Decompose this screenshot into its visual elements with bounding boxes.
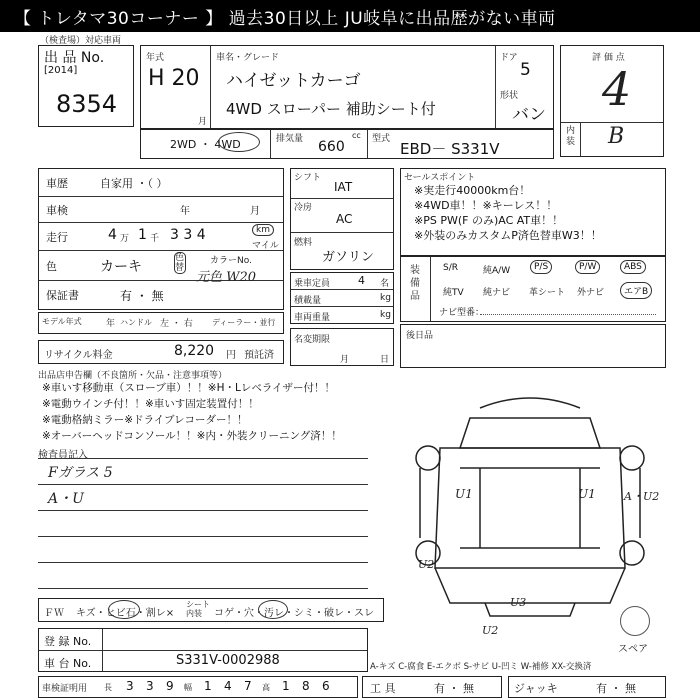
cert-width-1: 1 bbox=[204, 679, 212, 693]
navi-model-label: ナビ型番： bbox=[439, 308, 485, 318]
fw-options: キズ・ヒビ石・割レ× bbox=[76, 608, 175, 619]
inspection-month: 月 bbox=[250, 206, 260, 217]
seat-label: シート内装 bbox=[186, 600, 210, 618]
equip-leather: 革シート bbox=[529, 288, 566, 298]
displacement-label: 排気量 bbox=[276, 134, 304, 144]
vehicle-body: バン bbox=[512, 105, 546, 125]
jack-value: 有 ・ 無 bbox=[596, 682, 636, 695]
drive-4wd-circle bbox=[218, 132, 260, 152]
color-value: カーキ bbox=[100, 259, 142, 275]
equip-pw: P/W bbox=[575, 260, 600, 274]
top-note: （検査場）対応車両 bbox=[40, 36, 122, 46]
record-label: 車歴 bbox=[46, 177, 68, 190]
score: 4 bbox=[602, 62, 632, 116]
equip-ps: P/S bbox=[530, 260, 552, 274]
diagram-mark-3: A・U2 bbox=[624, 490, 660, 503]
seat-stain-circle bbox=[258, 600, 288, 619]
spare-label: スペア bbox=[618, 644, 648, 655]
store-line-4: ※オーバーヘッドコンソール！！※内・外装クリーニング済！！ bbox=[42, 430, 342, 442]
fuel-label: 燃料 bbox=[294, 238, 313, 248]
body-label: 形状 bbox=[500, 91, 519, 101]
mileage-label: 走行 bbox=[46, 231, 68, 244]
weight-unit: kg bbox=[380, 310, 391, 320]
warranty-label: 保証書 bbox=[46, 289, 79, 302]
diagram-mark-1: U1 bbox=[455, 487, 473, 501]
year-label: 年式 bbox=[146, 53, 165, 63]
load-unit: kg bbox=[380, 293, 391, 303]
vehicle-year: H 20 bbox=[148, 66, 200, 91]
lot-year-tag: [2014] bbox=[44, 65, 78, 76]
lot-number: 8354 bbox=[56, 90, 118, 118]
diagram-mark-5: U2 bbox=[482, 624, 499, 637]
later-items-box bbox=[400, 324, 666, 368]
name-change-month: 月 bbox=[340, 355, 350, 365]
interior-label: 内 装 bbox=[566, 126, 576, 147]
cert-length-3: 9 bbox=[166, 679, 174, 693]
sales-line-3: ※PS PW(F のみ)AC AT車！！ bbox=[414, 214, 564, 227]
equip-tv: 純TV bbox=[443, 288, 464, 298]
model-code: EBD－ S331V bbox=[400, 140, 500, 158]
equip-abs: ABS bbox=[620, 260, 646, 274]
cert-height-unit: 高 bbox=[262, 683, 270, 692]
equip-ext-navi: 外ナビ bbox=[577, 288, 605, 298]
fw-stone-circle bbox=[108, 600, 140, 619]
km-label: km bbox=[252, 224, 274, 236]
inspector-line-1: Fガラス 5 bbox=[48, 465, 113, 481]
recycle-amount: 8,220 bbox=[174, 343, 215, 359]
model-year-label: モデル年式 bbox=[42, 317, 82, 326]
name-label: 車名・グレード bbox=[216, 53, 280, 63]
model-year-unit: 年 bbox=[106, 319, 116, 329]
later-items-label: 後日品 bbox=[406, 331, 434, 341]
displacement: 660 bbox=[318, 139, 345, 155]
spare-tire-icon bbox=[620, 606, 650, 636]
diagram-mark-2: U1 bbox=[578, 487, 596, 501]
color-no-label: カラーNo. bbox=[210, 256, 252, 266]
chassis-number: S331V-0002988 bbox=[176, 653, 280, 668]
month-label: 月 bbox=[198, 117, 208, 127]
inspector-label: 検査員記入 bbox=[38, 450, 88, 461]
vehicle-grade: 4WD スローパー 補助シート付 bbox=[226, 100, 436, 118]
registration-label: 登 録 No. bbox=[44, 635, 92, 648]
inspector-line-2: A・U bbox=[48, 491, 84, 507]
diagram-mark-4: U2 bbox=[418, 558, 435, 571]
equip-airbag: エアB bbox=[620, 282, 652, 299]
diagram-mark-6: U3 bbox=[510, 596, 527, 609]
doors-label: ドア bbox=[500, 53, 518, 63]
fw-label: ＦＷ bbox=[44, 608, 64, 619]
mileage-man: 4 bbox=[108, 227, 117, 243]
store-line-3: ※電動格納ミラー※ドライブレコーダー！！ bbox=[42, 414, 248, 426]
equipment-label: 装備品 bbox=[410, 265, 420, 302]
shift-value: IAT bbox=[334, 180, 353, 194]
cert-length-unit: 長 bbox=[104, 683, 112, 692]
shift-label: シフト bbox=[294, 173, 322, 183]
fuel-value: ガソリン bbox=[322, 250, 375, 265]
inspection-year: 年 bbox=[180, 206, 190, 217]
recycle-unit: 円 bbox=[226, 350, 236, 361]
cert-height-1: 1 bbox=[282, 679, 290, 693]
handle-value: 左 ・ 右 bbox=[160, 319, 193, 329]
lot-label: 出 品 No. bbox=[44, 50, 105, 66]
model-label: 型式 bbox=[372, 134, 391, 144]
name-change-label: 名変期限 bbox=[294, 335, 331, 345]
man-label: 万 bbox=[120, 234, 130, 244]
ac-label: 冷房 bbox=[294, 203, 313, 213]
cert-height-3: 6 bbox=[322, 679, 330, 693]
cert-width-unit: 幅 bbox=[184, 683, 192, 692]
vehicle-name: ハイゼットカーゴ bbox=[226, 71, 361, 91]
handle-label: ハンドル bbox=[120, 318, 152, 327]
store-line-1: ※車いす移動車（スローブ車）！！※H・Lレベライザー付！！ bbox=[42, 382, 335, 394]
sales-line-4: ※外装のみカスタムP済色替車W3！！ bbox=[414, 229, 602, 242]
capacity-label: 乗車定員 bbox=[294, 279, 331, 289]
inspection-label: 車検 bbox=[46, 204, 68, 217]
banner: 【 トレタマ30コーナー 】 過去30日以上 JU岐阜に出品歴がない車両 bbox=[0, 0, 700, 32]
record-value: 自家用 ・（ ） bbox=[100, 177, 168, 190]
drive-type: 2WD ・ 4WD bbox=[170, 138, 241, 151]
certificate-label: 車検証明用 bbox=[42, 684, 88, 694]
mile-label: マイル bbox=[252, 241, 279, 251]
recycle-label: リサイクル料金 bbox=[44, 350, 113, 361]
name-change-day: 日 bbox=[380, 355, 390, 365]
cert-height-2: 8 bbox=[302, 679, 310, 693]
color-label: 色 bbox=[46, 260, 57, 273]
equip-alloy: 純A/W bbox=[483, 266, 511, 276]
weight-label: 車両重量 bbox=[294, 313, 331, 323]
capacity-value: 4 bbox=[358, 274, 365, 287]
equip-navi: 純ナビ bbox=[483, 288, 511, 298]
car-diagram bbox=[390, 378, 680, 640]
dealer-label: ディーラー・並行 bbox=[212, 318, 276, 327]
ac-value: AC bbox=[336, 212, 353, 226]
seat-options: コゲ・穴・汚レ・シミ・破レ・スレ bbox=[214, 608, 374, 619]
vehicle-doors: 5 bbox=[520, 60, 531, 80]
tools-label: 工 具 bbox=[370, 682, 396, 695]
chassis-label: 車 台 No. bbox=[44, 657, 92, 670]
sales-line-2: ※4WD車！！※キーレス！！ bbox=[414, 199, 558, 212]
equip-sunroof: S/R bbox=[443, 263, 458, 273]
cert-length-2: 3 bbox=[146, 679, 154, 693]
cc-label: cc bbox=[352, 131, 361, 140]
jack-label: ジャッキ bbox=[514, 682, 558, 695]
sales-label: セールスポイント bbox=[404, 173, 476, 183]
store-notes-label: 出品店申告欄（不良箇所・欠品・注意事項等） bbox=[38, 371, 228, 381]
load-label: 積載量 bbox=[294, 296, 322, 306]
warranty-value: 有 ・ 無 bbox=[120, 289, 164, 303]
recycle-deposit: 預託済 bbox=[244, 350, 274, 361]
mileage-rest: 3 3 4 bbox=[170, 227, 206, 243]
sen-label: 千 bbox=[150, 234, 160, 244]
mileage-sen: 1 bbox=[138, 227, 147, 243]
cert-width-3: 7 bbox=[244, 679, 252, 693]
store-line-2: ※電動ウインチ付！！※車いす固定装置付！！ bbox=[42, 398, 259, 410]
color-change-label: 色替 bbox=[175, 253, 185, 273]
capacity-unit: 名 bbox=[380, 279, 390, 289]
cert-length-1: 3 bbox=[126, 679, 134, 693]
score-label: 評 価 点 bbox=[592, 53, 625, 63]
damage-legend: A-キズ C-腐食 E-エクボ S-サビ U-凹ミ W-補修 XX-交換済 bbox=[370, 662, 592, 672]
tools-value: 有 ・ 無 bbox=[434, 682, 474, 695]
color-no-handwritten: 元色 W20 bbox=[196, 270, 257, 285]
sales-line-1: ※実走行40000km台！ bbox=[414, 184, 531, 197]
interior-score: B bbox=[608, 124, 625, 149]
cert-width-2: 4 bbox=[224, 679, 232, 693]
